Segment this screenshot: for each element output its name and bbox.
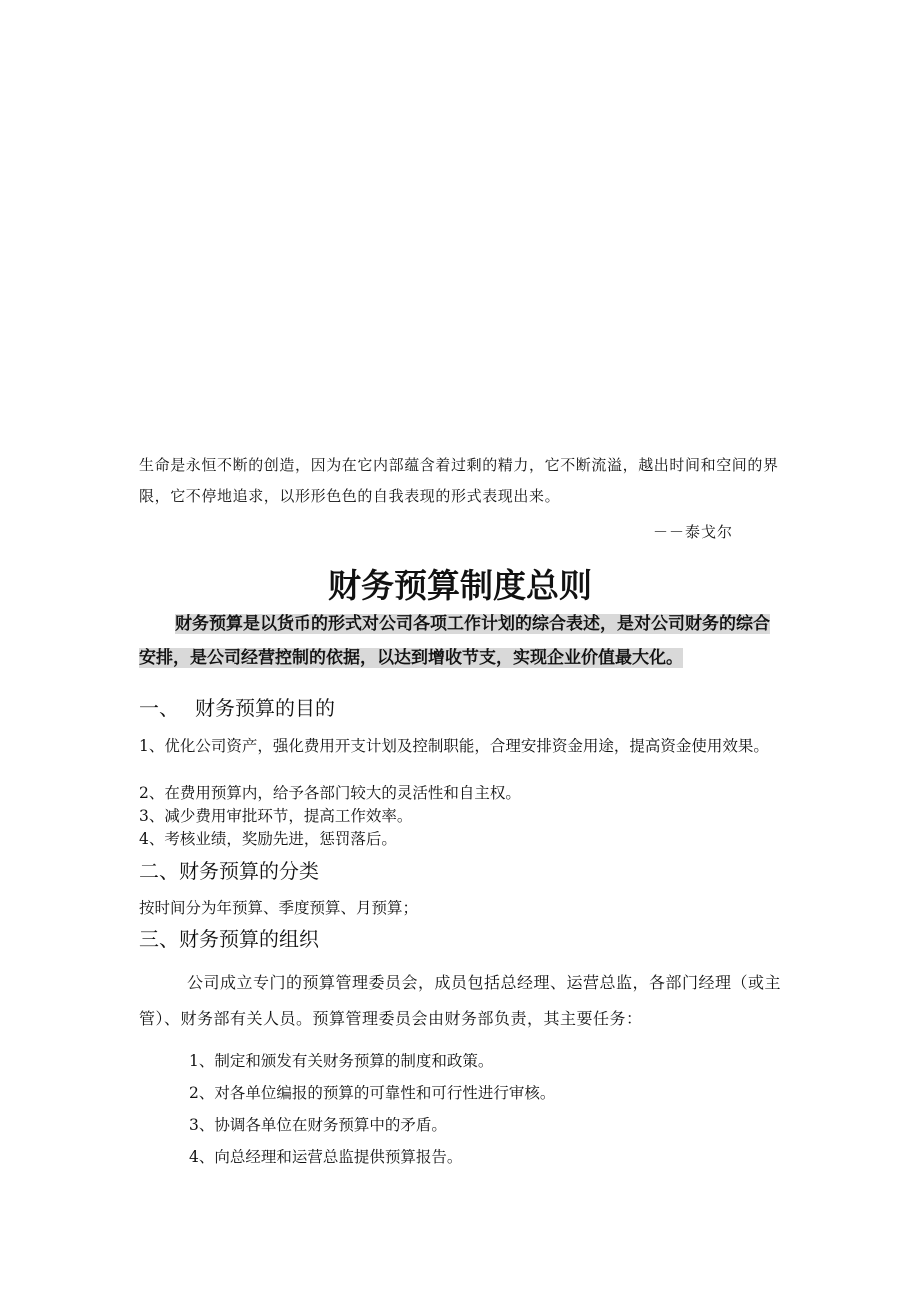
list-item: 3、协调各单位在财务预算中的矛盾。 (189, 1116, 447, 1134)
section-2-heading: 二、财务预算的分类 (139, 859, 319, 883)
list-item: 2、对各单位编报的预算的可靠性和可行性进行审核。 (189, 1084, 556, 1102)
document-title: 财务预算制度总则 (328, 566, 592, 605)
section-1-number: 一、 (139, 696, 179, 720)
section-1-item-1: 1、优化公司资产，强化费用开支计划及控制职能，合理安排资金用途，提高资金使用效果。 (139, 737, 769, 755)
section-1-item-4: 4、考核业绩，奖励先进，惩罚落后。 (139, 830, 397, 848)
list-item: 1、制定和颁发有关财务预算的制度和政策。 (189, 1052, 494, 1070)
section-1-item-2: 2、在费用预算内，给予各部门较大的灵活性和自主权。 (139, 784, 521, 802)
section-1-item-3: 3、减少费用审批环节，提高工作效率。 (139, 807, 413, 825)
intro-highlighted-text: 财务预算是以货币的形式对公司各项工作计划的综合表述，是对公司财务的综合安排，是公司经营控制的依据，以达到增收节支，实现企业价值最大化。 (139, 614, 770, 668)
section-3-text: 公司成立专门的预算管理委员会，成员包括总经理、运营总监，各部门经理（或主管）、财务部有关人员。预算管理委员会由财务部负责，其主要任务： (139, 973, 782, 1028)
intro-paragraph (139, 607, 785, 675)
list-item: 4、向总经理和运营总监提供预算报告。 (189, 1148, 463, 1166)
section-2-text: 按时间分为年预算、季度预算、月预算； (139, 899, 419, 917)
section-3-heading: 三、财务预算的组织 (139, 927, 319, 951)
section-1-title: 财务预算的目的 (195, 696, 335, 720)
epigraph-author: －－泰戈尔 (653, 523, 734, 541)
epigraph-quote: 生命是永恒不断的创造，因为在它内部蕴含着过剩的精力，它不断流溢，越出时间和空间的界限，它不停地追求，以形形色色的自我表现的形式表现出来。 (139, 456, 779, 505)
section-1-heading (139, 694, 335, 722)
section-3-task-list (189, 1045, 789, 1173)
